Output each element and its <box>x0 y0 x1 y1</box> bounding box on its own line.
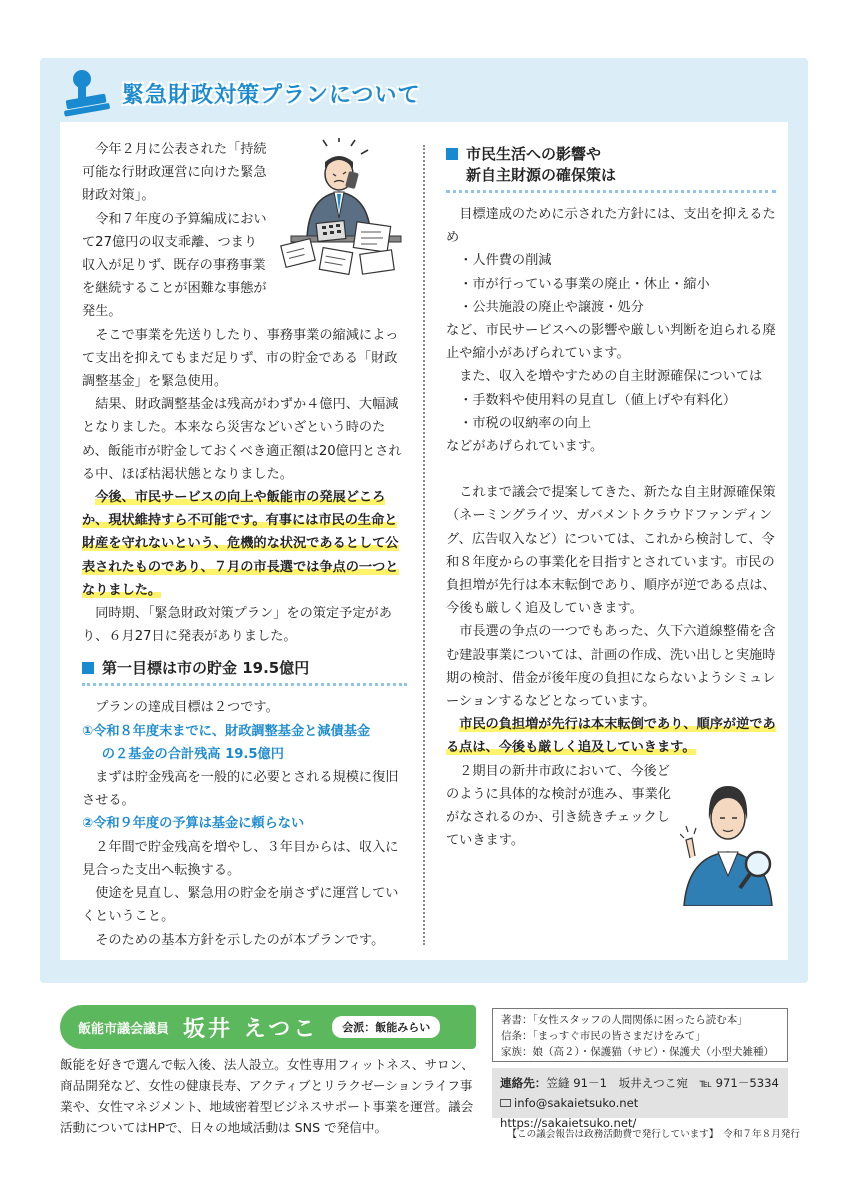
paragraph-reserve-fund: そこで事業を先送りしたり、事務事業の縮減によって支出を抑えてもまだ足りず、市の貯金である「財政調整基金」を緊急使用。 <box>82 327 399 390</box>
profile-info-box <box>492 1008 788 1062</box>
publication-note: 【この議会報告は政務活動費で発行しています】 令和７年８月発行 <box>507 1129 800 1140</box>
goal-1-description: まずは貯金残高を一般的に必要とされる規模に復旧させる。 <box>82 770 399 809</box>
square-bullet-icon <box>82 662 94 674</box>
goal-2-heading: ②令和９年度の予算は基金に頼らない <box>82 816 305 832</box>
list-item: ・公共施設の廃止や譲渡・処分 <box>459 299 644 315</box>
list-item: ・市税の収納率の向上 <box>459 415 592 431</box>
highlight-text: 今後、市民サービスの向上や飯能市の発展どころか、現状維持すら不可能です。有事には市民の生命と財産を守れないという、危機的な状況であるとして公表されたものであり、７月の市長選では争点の一つとなりました。 <box>82 490 399 598</box>
highlight-text: 市民の負担増が先行は本末転倒であり、順序が逆である点は、今後も厳しく追及していきます。 <box>446 717 776 756</box>
intro-paragraph-1: 今年２月に公表された「持続可能な行財政運営に向けた緊急財政対策」。 <box>82 142 267 204</box>
paragraph-plan-announce: 同時期、「緊急財政対策プラン」をの策定予定があり、６月27日に発表がありました。 <box>82 606 392 645</box>
paragraph-basic-policy: そのための基本方針を示したのが本プランです。 <box>95 932 385 948</box>
section-heading-text: 第一目標は市の貯金 19.5億円 <box>102 659 310 678</box>
goal-2-description: ２年間で貯金残高を増やし、３年目からは、収入に見合った支出へ転換する。 <box>82 839 399 878</box>
impact-summary: など、市民サービスへの影響や厳しい判断を迫られる廃止や縮小があげられています。 <box>446 323 776 362</box>
paragraph-highlight-crisis <box>82 486 407 602</box>
info-line-book: 著書：「女性スタッフの人間関係に困ったら読む本」 <box>501 1014 748 1026</box>
left-column <box>82 138 407 952</box>
contact-label: 連絡先： <box>500 1076 547 1090</box>
stamp-icon <box>60 67 116 119</box>
woman-magnifier-illustration <box>680 766 776 906</box>
faction-badge: 会派：飯能みらい <box>332 1016 440 1038</box>
intro-paragraph-2: 令和７年度の予算編成において27億円の収支乖離、つまり収入が足りず、既存の事務事業を継続することが困難な事態が発生。 <box>82 211 267 320</box>
info-line-motto: 信条：「まっすぐ市民の皆さまだけをみて」 <box>501 1030 706 1042</box>
page-title: 緊急財政対策プランについて <box>122 82 421 108</box>
contact-address: 笠縫 91－1 坂井えつこ宛 ℡ 971－5334 <box>546 1076 779 1090</box>
info-line-family: 家族：娘（高２）・保護猫（サビ）・保護犬（小型犬雑種） <box>501 1046 774 1058</box>
paragraph-highlight-burden <box>446 713 776 759</box>
paragraph-construction: 市長選の争点の一つでもあった、久下六道線整備を含む建設事業については、計画の作成、洗い出しと実施時期の検討、借金が後年度の負担にならないようシミュレーションするなどとなっています。 <box>446 624 776 710</box>
contact-box <box>492 1068 788 1130</box>
title-row <box>60 68 421 118</box>
section-heading-line-2: 新自主財源の確保策は <box>466 166 617 184</box>
list-item: ・人件費の削減 <box>459 253 552 269</box>
impact-intro: 目標達成のために示された方針には、支出を抑えるため <box>446 207 776 246</box>
paragraph-usage: 使途を見直し、緊急用の貯金を崩さずに運営していくということ。 <box>82 886 399 925</box>
revenue-intro: また、収入を増やすための自主財源確保については <box>459 369 763 385</box>
list-item: ・手数料や使用料の見直し（値上げや有料化） <box>459 392 737 408</box>
section-heading-impact <box>446 144 776 186</box>
column-divider <box>423 145 425 945</box>
goals-intro: プランの達成目標は２つです。 <box>95 700 279 716</box>
right-column <box>446 138 776 906</box>
dotted-divider <box>446 190 776 193</box>
section-heading-goal <box>82 658 407 679</box>
section-heading-line-1: 市民生活への影響や <box>466 145 602 163</box>
paragraph-result: 結果、財政調整基金は残高がわずか４億円、大幅減となりました。本来なら災害などいざという時のため、飯能市が貯金しておくべき適正額は20億円とされる中、ほぼ枯渇状態となりました。 <box>82 397 402 482</box>
goal-1-heading-cont: の２基金の合計残高 19.5億円 <box>101 746 284 762</box>
paragraph-new-revenue: これまで議会で提案してきた、新たな自主財源確保策（ネーミングライツ、ガバメントクラウドファンディング、広告収入など）については、これから検討して、令和８年度からの事業化を目指すとされています。市民の負担増が先行は本末転倒であり、順序が逆である点は、今後も厳しく追及していきます。 <box>446 485 776 617</box>
dotted-divider <box>82 683 407 686</box>
worried-man-illustration <box>277 138 407 278</box>
square-bullet-icon <box>446 148 458 160</box>
profile-role: 飯能市議会議員 <box>78 1021 170 1037</box>
mail-icon <box>500 1099 511 1107</box>
revenue-summary: などがあげられています。 <box>446 439 604 455</box>
list-item: ・市が行っている事業の廃止・休止・縮小 <box>459 276 710 292</box>
profile-name: 坂井 えつこ <box>183 1016 319 1042</box>
profile-bar <box>60 1005 476 1049</box>
paragraph-closing: ２期目の新井市政において、今後どのように具体的な検討が進み、事業化がなされるのか、引き続きチェックしていきます。 <box>446 763 671 849</box>
spacer <box>446 458 776 481</box>
goal-1-heading: ①令和８年度末までに、財政調整基金と減債基金 <box>82 723 371 739</box>
contact-address-line <box>500 1073 780 1093</box>
profile-bio: 飯能を好きで選んで転入後、法人設立。女性専用フィットネス、サロン、商品開発など、女性の健康長寿、アクティブとリラクゼーションライフ事業や、女性マネジメント、地域密着型ビジネスサポート事業を運営。議会活動についてはHPで、日々の地域活動は SNS で発信中。 <box>60 1057 474 1135</box>
contact-web[interactable]: info@sakaietsuko.net https://sakaietsuko.net/ <box>500 1096 650 1130</box>
